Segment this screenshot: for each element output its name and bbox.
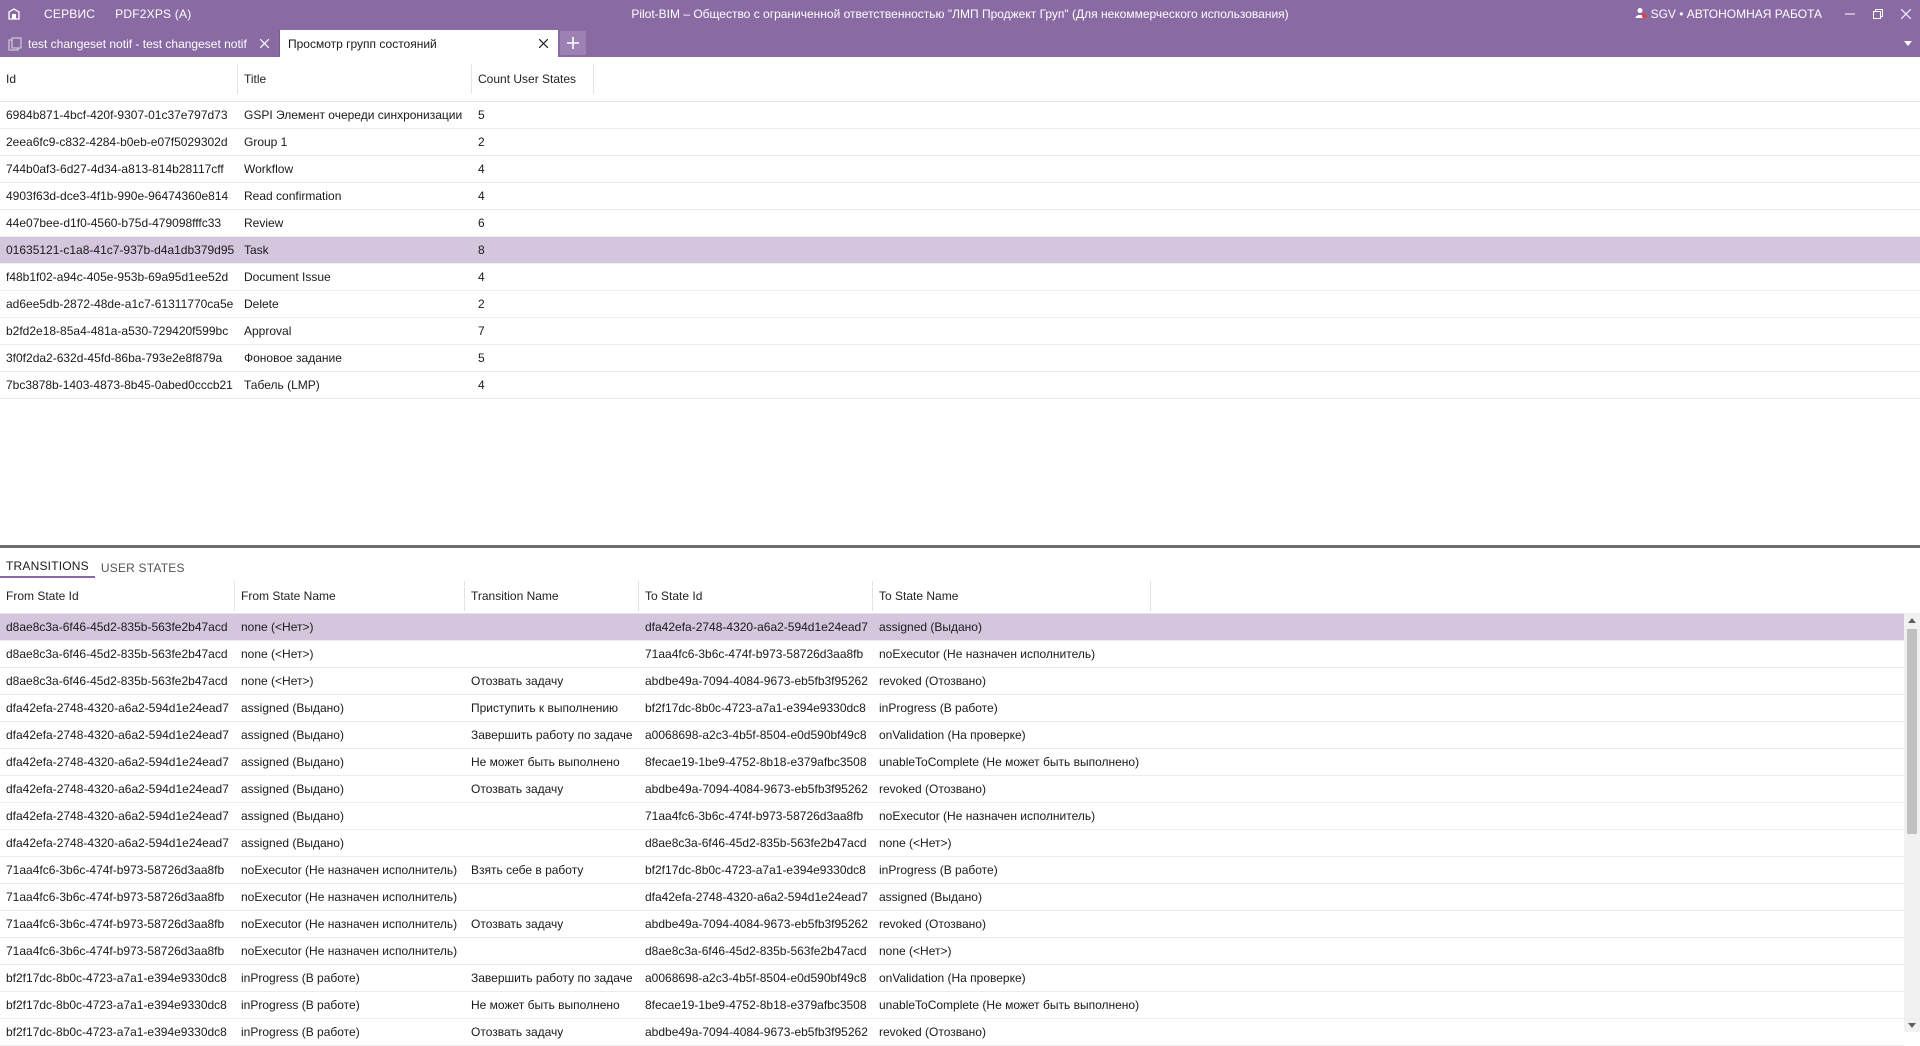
table-row[interactable] xyxy=(0,156,1920,183)
cell-count: 7 xyxy=(478,324,485,338)
cell-to-state-name: assigned (Выдано) xyxy=(879,890,982,904)
cell-to-state-id: bf2f17dc-8b0c-4723-a7a1-e394e9330dc8 xyxy=(645,863,866,877)
cell-count: 5 xyxy=(478,351,485,365)
table-row[interactable] xyxy=(0,210,1920,237)
cell-to-state-id: bf2f17dc-8b0c-4723-a7a1-e394e9330dc8 xyxy=(645,701,866,715)
cell-from-state-id: dfa42efa-2748-4320-a6a2-594d1e24ead7 xyxy=(6,755,229,769)
details-tabs xyxy=(0,556,191,578)
table-row[interactable] xyxy=(0,291,1920,318)
table-row[interactable] xyxy=(0,237,1920,264)
cell-from-state-name: assigned (Выдано) xyxy=(241,728,344,742)
cell-from-state-id: 71aa4fc6-3b6c-474f-b973-58726d3aa8fb xyxy=(6,944,225,958)
cell-transition-name: Отозвать задачу xyxy=(471,674,564,688)
restore-button[interactable] xyxy=(1864,0,1892,28)
state-groups-grid xyxy=(0,57,1920,399)
cell-count: 5 xyxy=(478,108,485,122)
cell-from-state-name: assigned (Выдано) xyxy=(241,836,344,850)
cell-id: 6984b871-4bcf-420f-9307-01c37e797d73 xyxy=(6,108,228,122)
cell-id: b2fd2e18-85a4-481a-a530-729420f599bc xyxy=(6,324,229,338)
cell-to-state-name: revoked (Отозвано) xyxy=(879,782,986,796)
cell-from-state-id: 71aa4fc6-3b6c-474f-b973-58726d3aa8fb xyxy=(6,890,225,904)
cell-to-state-id: 71aa4fc6-3b6c-474f-b973-58726d3aa8fb xyxy=(645,809,864,823)
cell-count: 4 xyxy=(478,270,485,284)
table-row[interactable] xyxy=(0,992,1904,1019)
column-header-id[interactable]: Id xyxy=(0,64,238,94)
cell-to-state-name: inProgress (В работе) xyxy=(879,701,998,715)
cell-from-state-name: noExecutor (Не назначен исполнитель) xyxy=(241,944,458,958)
cell-from-state-name: inProgress (В работе) xyxy=(241,1025,360,1039)
cell-title: Group 1 xyxy=(244,135,288,149)
cell-from-state-name: none (<Нет>) xyxy=(241,620,314,634)
close-window-button[interactable] xyxy=(1892,0,1920,28)
tab-strip xyxy=(0,28,1920,57)
scroll-thumb[interactable] xyxy=(1907,629,1917,834)
cell-from-state-id: bf2f17dc-8b0c-4723-a7a1-e394e9330dc8 xyxy=(6,1025,227,1039)
cell-to-state-id: a0068698-a2c3-4b5f-8504-e0d590bf49c8 xyxy=(645,971,867,985)
cell-from-state-id: dfa42efa-2748-4320-a6a2-594d1e24ead7 xyxy=(6,728,229,742)
app-menu-icon[interactable] xyxy=(0,0,28,28)
cell-to-state-name: revoked (Отозвано) xyxy=(879,674,986,688)
user-status[interactable] xyxy=(1635,7,1822,22)
table-row[interactable] xyxy=(0,803,1904,830)
cell-to-state-name: inProgress (В работе) xyxy=(879,863,998,877)
document-icon xyxy=(8,37,22,51)
cell-to-state-id: d8ae8c3a-6f46-45d2-835b-563fe2b47acd xyxy=(645,944,867,958)
cell-id: 4903f63d-dce3-4f1b-990e-96474360e814 xyxy=(6,189,229,203)
cell-from-state-id: d8ae8c3a-6f46-45d2-835b-563fe2b47acd xyxy=(6,647,228,661)
column-header-transition-name[interactable]: Transition Name xyxy=(465,581,639,611)
cell-to-state-name: revoked (Отозвано) xyxy=(879,917,986,931)
table-row[interactable] xyxy=(0,102,1920,129)
table-row[interactable] xyxy=(0,318,1920,345)
cell-to-state-name: revoked (Отозвано) xyxy=(879,1025,986,1039)
cell-title: Document Issue xyxy=(244,270,331,284)
cell-from-state-id: dfa42efa-2748-4320-a6a2-594d1e24ead7 xyxy=(6,836,229,850)
cell-to-state-id: abdbe49a-7094-4084-9673-eb5fb3f95262 xyxy=(645,1025,868,1039)
table-row[interactable] xyxy=(0,776,1904,803)
close-tab-icon[interactable] xyxy=(257,37,271,51)
cell-transition-name: Не может быть выполнено xyxy=(471,998,620,1012)
close-tab-icon[interactable] xyxy=(536,37,550,51)
cell-to-state-name: noExecutor (Не назначен исполнитель) xyxy=(879,809,1096,823)
cell-transition-name: Отозвать задачу xyxy=(471,1025,564,1039)
user-status-label: SGV • АВТОНОМНАЯ РАБОТА xyxy=(1650,7,1822,21)
cell-from-state-name: assigned (Выдано) xyxy=(241,782,344,796)
cell-from-state-id: bf2f17dc-8b0c-4723-a7a1-e394e9330dc8 xyxy=(6,971,227,985)
cell-from-state-name: noExecutor (Не назначен исполнитель) xyxy=(241,917,458,931)
cell-transition-name: Взять себе в работу xyxy=(471,863,584,877)
cell-to-state-name: noExecutor (Не назначен исполнитель) xyxy=(879,647,1096,661)
column-header-title[interactable]: Title xyxy=(238,64,472,94)
cell-from-state-name: assigned (Выдано) xyxy=(241,755,344,769)
cell-to-state-id: dfa42efa-2748-4320-a6a2-594d1e24ead7 xyxy=(645,620,868,634)
cell-from-state-name: inProgress (В работе) xyxy=(241,998,360,1012)
cell-id: 3f0f2da2-632d-45fd-86ba-793e2e8f879a xyxy=(6,351,223,365)
menu-service[interactable]: СЕРВИС xyxy=(44,7,96,21)
tab-label: test changeset notif - test changeset notif xyxy=(28,36,247,51)
table-row[interactable] xyxy=(0,965,1904,992)
transitions-grid xyxy=(0,578,1904,1046)
grid-header xyxy=(0,578,1904,614)
cell-id: 01635121-c1a8-41c7-937b-d4a1db379d95 xyxy=(6,243,235,257)
cell-title: Read confirmation xyxy=(244,189,342,203)
cell-from-state-id: dfa42efa-2748-4320-a6a2-594d1e24ead7 xyxy=(6,701,229,715)
cell-to-state-name: unableToComplete (Не может быть выполнено) xyxy=(879,755,1140,769)
table-row[interactable] xyxy=(0,938,1904,965)
tab-transitions[interactable]: TRANSITIONS xyxy=(0,559,95,578)
cell-from-state-name: inProgress (В работе) xyxy=(241,971,360,985)
table-row[interactable] xyxy=(0,911,1904,938)
column-header-count[interactable]: Count User States xyxy=(472,64,594,94)
cell-from-state-id: d8ae8c3a-6f46-45d2-835b-563fe2b47acd xyxy=(6,674,228,688)
cell-count: 2 xyxy=(478,135,485,149)
cell-to-state-name: assigned (Выдано) xyxy=(879,620,982,634)
tab-list-dropdown-icon[interactable] xyxy=(1904,36,1912,50)
table-row[interactable] xyxy=(0,345,1920,372)
table-row[interactable] xyxy=(0,884,1904,911)
cell-to-state-id: abdbe49a-7094-4084-9673-eb5fb3f95262 xyxy=(645,782,868,796)
cell-title: Табель (LMP) xyxy=(244,378,320,392)
cell-transition-name: Не может быть выполнено xyxy=(471,755,620,769)
cell-to-state-id: a0068698-a2c3-4b5f-8504-e0d590bf49c8 xyxy=(645,728,867,742)
cell-transition-name: Отозвать задачу xyxy=(471,782,564,796)
cell-to-state-id: abdbe49a-7094-4084-9673-eb5fb3f95262 xyxy=(645,674,868,688)
cell-transition-name: Завершить работу по задаче xyxy=(471,971,633,985)
pane-splitter[interactable] xyxy=(0,545,1920,548)
cell-title: Review xyxy=(244,216,284,230)
cell-id: 7bc3878b-1403-4873-8b45-0abed0cccb21 xyxy=(6,378,233,392)
cell-to-state-id: 8fecae19-1be9-4752-8b18-e379afbc3508 xyxy=(645,755,867,769)
table-row[interactable] xyxy=(0,264,1920,291)
cell-to-state-id: 8fecae19-1be9-4752-8b18-e379afbc3508 xyxy=(645,998,867,1012)
cell-from-state-name: none (<Нет>) xyxy=(241,674,314,688)
cell-from-state-name: none (<Нет>) xyxy=(241,647,314,661)
table-row[interactable] xyxy=(0,857,1904,884)
cell-id: 2eea6fc9-c832-4284-b0eb-e07f5029302d xyxy=(6,135,228,149)
table-row[interactable] xyxy=(0,641,1904,668)
cell-to-state-id: dfa42efa-2748-4320-a6a2-594d1e24ead7 xyxy=(645,890,868,904)
cell-to-state-id: 71aa4fc6-3b6c-474f-b973-58726d3aa8fb xyxy=(645,647,864,661)
cell-id: 44e07bee-d1f0-4560-b75d-479098fffc33 xyxy=(6,216,222,230)
column-header-to-state-name[interactable]: To State Name xyxy=(873,581,1151,611)
cell-to-state-name: unableToComplete (Не может быть выполнено) xyxy=(879,998,1140,1012)
cell-id: f48b1f02-a94c-405e-953b-69a95d1ee52d xyxy=(6,270,229,284)
cell-from-state-name: assigned (Выдано) xyxy=(241,809,344,823)
cell-from-state-name: noExecutor (Не назначен исполнитель) xyxy=(241,863,458,877)
tab-user-states[interactable]: USER STATES xyxy=(100,561,185,575)
cell-count: 4 xyxy=(478,378,485,392)
user-offline-icon xyxy=(1635,7,1647,22)
cell-count: 8 xyxy=(478,243,485,257)
column-header-from-state-id[interactable]: From State Id xyxy=(0,581,235,611)
cell-title: Task xyxy=(244,243,269,257)
title-bar xyxy=(0,0,1920,28)
tab-label: Просмотр групп состояний xyxy=(288,36,437,51)
cell-title: Фоновое задание xyxy=(244,351,342,365)
cell-to-state-name: onValidation (На проверке) xyxy=(879,971,1026,985)
add-tab-button[interactable] xyxy=(560,31,586,55)
cell-count: 4 xyxy=(478,162,485,176)
cell-from-state-id: d8ae8c3a-6f46-45d2-835b-563fe2b47acd xyxy=(6,620,228,634)
scroll-down-icon[interactable] xyxy=(1904,1018,1920,1032)
menu-pdf2xps[interactable]: PDF2XPS (A) xyxy=(115,7,192,21)
table-row[interactable] xyxy=(0,372,1920,399)
cell-to-state-name: onValidation (На проверке) xyxy=(879,728,1026,742)
cell-to-state-id: abdbe49a-7094-4084-9673-eb5fb3f95262 xyxy=(645,917,868,931)
cell-title: Delete xyxy=(244,297,279,311)
cell-count: 6 xyxy=(478,216,485,230)
column-header-to-state-id[interactable]: To State Id xyxy=(639,581,873,611)
cell-from-state-id: dfa42efa-2748-4320-a6a2-594d1e24ead7 xyxy=(6,809,229,823)
column-header-from-state-name[interactable]: From State Name xyxy=(235,581,465,611)
cell-from-state-name: assigned (Выдано) xyxy=(241,701,344,715)
tab-state-groups[interactable] xyxy=(280,30,558,57)
cell-id: 744b0af3-6d27-4d34-a813-814b28117cff xyxy=(6,162,224,176)
transitions-scrollbar[interactable] xyxy=(1904,613,1920,1032)
cell-title: GSPI Элемент очереди синхронизации xyxy=(244,108,463,122)
grid-header xyxy=(0,57,1920,102)
table-row[interactable] xyxy=(0,614,1904,641)
cell-to-state-id: d8ae8c3a-6f46-45d2-835b-563fe2b47acd xyxy=(645,836,867,850)
table-row[interactable] xyxy=(0,668,1904,695)
table-row[interactable] xyxy=(0,695,1904,722)
cell-from-state-id: bf2f17dc-8b0c-4723-a7a1-e394e9330dc8 xyxy=(6,998,227,1012)
cell-count: 4 xyxy=(478,189,485,203)
cell-transition-name: Завершить работу по задаче xyxy=(471,728,633,742)
cell-transition-name: Приступить к выполнению xyxy=(471,701,619,715)
cell-transition-name: Отозвать задачу xyxy=(471,917,564,931)
table-row[interactable] xyxy=(0,830,1904,857)
cell-id: ad6ee5db-2872-48de-a1c7-61311770ca5e xyxy=(6,297,234,311)
scroll-up-icon[interactable] xyxy=(1904,613,1920,627)
cell-to-state-name: none (<Нет>) xyxy=(879,944,952,958)
table-row[interactable] xyxy=(0,129,1920,156)
window-title: Pilot-BIM – Общество с ограниченной ответственностью "ЛМП Проджект Груп" (Для некоммерческого использования) xyxy=(631,7,1289,21)
table-row[interactable] xyxy=(0,1019,1904,1046)
cell-from-state-id: dfa42efa-2748-4320-a6a2-594d1e24ead7 xyxy=(6,782,229,796)
cell-from-state-name: noExecutor (Не назначен исполнитель) xyxy=(241,890,458,904)
cell-title: Workflow xyxy=(244,162,294,176)
cell-title: Approval xyxy=(244,324,292,338)
cell-from-state-id: 71aa4fc6-3b6c-474f-b973-58726d3aa8fb xyxy=(6,917,225,931)
minimize-button[interactable] xyxy=(1836,0,1864,28)
cell-count: 2 xyxy=(478,297,485,311)
tab-changeset-notif[interactable] xyxy=(0,30,280,57)
cell-to-state-name: none (<Нет>) xyxy=(879,836,952,850)
cell-from-state-id: 71aa4fc6-3b6c-474f-b973-58726d3aa8fb xyxy=(6,863,225,877)
table-row[interactable] xyxy=(0,749,1904,776)
table-row[interactable] xyxy=(0,722,1904,749)
table-row[interactable] xyxy=(0,183,1920,210)
